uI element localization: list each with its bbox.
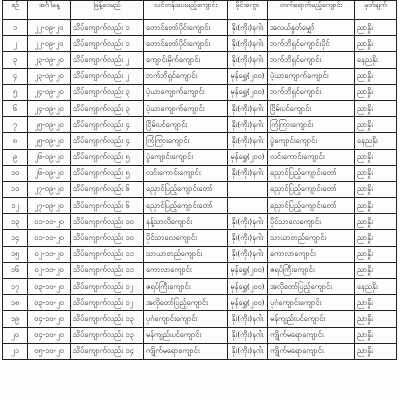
- cell-distance: နိုး(ကိုး)နဂါး: [228, 165, 268, 181]
- cell-remark: ညာနှိုး: [355, 262, 397, 278]
- cell-task: သိပ်ကျောက်လည်း ၆: [71, 181, 144, 197]
- cell-remark: ညာနှိုး: [355, 100, 397, 116]
- cell-date: ၀၁-၁၀-၂၀: [28, 214, 71, 230]
- cell-distance: မုန်ရွှေ(၂၀၀): [228, 262, 268, 278]
- cell-destination: ပိုင်သာလေကျောင်း: [268, 214, 355, 230]
- cell-distance: နိုး(ကိုး)နဂါး: [228, 327, 268, 343]
- cell-destination: လင်းကောင်းကျောင်း: [268, 149, 355, 165]
- cell-distance: နိုး(ကိုး)နဂါး: [228, 230, 268, 246]
- cell-distance: နိုး(ကိုး)နဂါး: [228, 214, 268, 230]
- cell-no: ၂: [3, 36, 28, 52]
- cell-remark: ညာနှိုး: [355, 165, 397, 181]
- cell-no: ၁၃: [3, 214, 28, 230]
- cell-origin: ဇရပ်ကြီးကျောင်း: [144, 279, 228, 295]
- cell-remark: ညာနှိုး: [355, 117, 397, 133]
- cell-task: သိပ်ကျောက်လည်း ၃: [71, 84, 144, 100]
- cell-distance: နိုး(ကိုး)နဂါး: [228, 311, 268, 327]
- cell-no: ၁၉: [3, 311, 28, 327]
- cell-destination: ငြိမ်းပင်ကျောင်း: [268, 100, 355, 116]
- cell-task: သိပ်ကျောက်လည်း ၁၂: [71, 279, 144, 295]
- cell-remark: နေညနိုး: [355, 52, 397, 68]
- cell-remark: ညာနှိုး: [355, 36, 397, 52]
- header-origin: သင်တန်းပေးမည့်ကျောင်း: [144, 1, 228, 20]
- cell-remark: နေညနိုး: [355, 279, 397, 295]
- cell-distance: နိုး(ကိုး)နဂါး: [228, 343, 268, 359]
- cell-date: ၂၇-၀၉-၂၀: [28, 181, 71, 197]
- cell-no: ၆: [3, 100, 28, 116]
- cell-task: သိပ်ကျောက်လည်း ၅: [71, 165, 144, 181]
- cell-task: သိပ်ကျောက်လည်း ၁: [71, 20, 144, 36]
- cell-task: သိပ်ကျောက်လည်း ၁၃: [71, 311, 144, 327]
- cell-destination: ကျိုက်မရောကျောင်း: [268, 327, 355, 343]
- cell-date: ၀၂-၁၀-၂၀: [28, 262, 71, 278]
- cell-remark: ညာနှိုး: [355, 230, 397, 246]
- cell-distance: နိုး(ကိုး)နဂါး: [228, 20, 268, 36]
- cell-destination: ဘက်ဘိရှင်ကျောင်းပိုင်: [268, 36, 355, 52]
- cell-no: ၁၇: [3, 279, 28, 295]
- table-row: [3, 343, 397, 359]
- table-row: [3, 100, 397, 116]
- table-row: [3, 52, 397, 68]
- cell-remark: ညာနှိုး: [355, 246, 397, 262]
- cell-remark: ညာနှိုး: [355, 84, 397, 100]
- table-body: [3, 20, 397, 360]
- cell-date: ၂၂-၀၉-၂၀: [28, 20, 71, 36]
- cell-no: ၁၆: [3, 262, 28, 278]
- cell-origin: နန့်သာလိကျောင်း: [144, 214, 228, 230]
- header-no: စဉ်: [3, 1, 28, 20]
- cell-distance: မုန်ရွှေ(၂၀၀): [228, 295, 268, 311]
- cell-date: ၀၃-၁၀-၂၀: [28, 295, 71, 311]
- cell-destination: ဘက်ဘိရှင်ကျောင်း: [268, 52, 355, 68]
- table-row: [3, 133, 397, 149]
- cell-task: သိပ်ကျောက်လည်း ၄: [71, 133, 144, 149]
- cell-origin: သာယာတည်ကျောင်း: [144, 246, 228, 262]
- cell-destination: ညှောင်ပြည့်ကျောင်းတော်: [268, 198, 355, 214]
- cell-date: ၀၂-၁၀-၂၀: [28, 246, 71, 262]
- cell-date: ၂၇-၀၉-၂၀: [28, 198, 71, 214]
- cell-destination: သာယာတည်ကျောင်း: [268, 230, 355, 246]
- cell-task: သိပ်ကျောက်လည်း ၂: [71, 52, 144, 68]
- cell-remark: ညာနှိုး: [355, 68, 397, 84]
- cell-remark: ညာနှိုး: [355, 149, 397, 165]
- table-row: [3, 181, 397, 197]
- cell-no: ၄: [3, 68, 28, 84]
- cell-origin: ငြိမ်းပင်ကျောင်း: [144, 117, 228, 133]
- header-remark: မှတ်ချက်: [355, 1, 397, 20]
- cell-remark: ညာနှိုး: [355, 327, 397, 343]
- cell-no: ၁၀: [3, 165, 28, 181]
- cell-distance: မုန်ရွှေ(၂၀၀): [228, 149, 268, 165]
- cell-origin: ကောလာကျောင်း: [144, 262, 228, 278]
- table-row: [3, 117, 397, 133]
- cell-origin: ကြံကြားကျောင်း: [144, 133, 228, 149]
- cell-remark: နေညနိုး: [355, 133, 397, 149]
- cell-task: သိပ်ကျောက်လည်း ၄: [71, 117, 144, 133]
- cell-date: ၀၄-၁၀-၂၀: [28, 311, 71, 327]
- cell-date: ၀၅-၁၀-၂၀: [28, 343, 71, 359]
- table-row: [3, 311, 397, 327]
- table-row: [3, 68, 397, 84]
- cell-task: သိပ်ကျောက်လည်း ၁: [71, 36, 144, 52]
- cell-destination: အလယ်နှုတ်မျှော်: [268, 20, 355, 36]
- cell-destination: ညှောင်ပြည့်ကျောင်းတော်: [268, 181, 355, 197]
- cell-date: ၂၃-၀၉-၂၀: [28, 52, 71, 68]
- cell-distance: မုန်ရွှေ(၂၀၀): [228, 279, 268, 295]
- cell-task: သိပ်ကျောက်လည်း ၁၀: [71, 230, 144, 246]
- cell-no: ၉: [3, 149, 28, 165]
- header-task: ဖြန့်ဝေမည်: [71, 1, 144, 20]
- cell-distance: မုန်ရွှေ(၂၀၀): [228, 84, 268, 100]
- cell-distance: နိုး(ကိုး)နဂါး: [228, 133, 268, 149]
- cell-destination: ပဲ့ယာကျောက်ကျောင်း: [268, 68, 355, 84]
- cell-date: ၂၅-၀၉-၂၀: [28, 117, 71, 133]
- cell-no: ၈: [3, 133, 28, 149]
- cell-remark: ညာနှိုး: [355, 214, 397, 230]
- cell-date: ၂၄-၀၉-၂၀: [28, 84, 71, 100]
- cell-distance: နိုး(ကိုး)နဂါး: [228, 117, 268, 133]
- cell-no: ၁: [3, 20, 28, 36]
- cell-task: သိပ်ကျောက်လည်း ၁၀: [71, 214, 144, 230]
- table-row: [3, 327, 397, 343]
- cell-date: ၂၄-၀၉-၂၀: [28, 100, 71, 116]
- cell-date: ၀၃-၁၀-၂၀: [28, 279, 71, 295]
- cell-task: သိပ်ကျောက်လည်း ၃: [71, 100, 144, 116]
- cell-origin: အလိုတော်ပြည့်ကျောင်း: [144, 295, 228, 311]
- cell-no: ၁၁: [3, 181, 28, 197]
- cell-origin: ညှောင်ပြည့်ကျောင်းတော်: [144, 181, 228, 197]
- cell-origin: ပဲ့ယာကျောက်ကျောင်း: [144, 84, 228, 100]
- cell-destination: ဘက်ဘိရှင်ကျောင်း: [268, 84, 355, 100]
- header-distance: မိုင်အကွာ: [228, 1, 268, 20]
- table-row: [3, 295, 397, 311]
- cell-task: သိပ်ကျောက်လည်း ၂: [71, 68, 144, 84]
- cell-destination: ကြံကြားကျောင်း: [268, 117, 355, 133]
- schedule-table: [2, 0, 397, 360]
- cell-distance: [228, 198, 268, 214]
- cell-task: သိပ်ကျောက်လည်း ၆: [71, 198, 144, 214]
- table-row: [3, 149, 397, 165]
- cell-origin: တောင်တော်ပိုင်းကျောင်း: [144, 20, 228, 36]
- cell-no: ၂၁: [3, 343, 28, 359]
- table-row: [3, 165, 397, 181]
- cell-destination: အလိုတော်ပြည့်ကျောင်း: [268, 279, 355, 295]
- cell-destination: မန်ကျည်းပင်ကျောင်း: [268, 311, 355, 327]
- cell-task: သိပ်ကျောက်လည်း ၁၃: [71, 327, 144, 343]
- cell-destination: ဇရပ်ကြီးကျောင်း: [268, 262, 355, 278]
- cell-origin: ပိုင်သာလေကျောင်း: [144, 230, 228, 246]
- table-row: [3, 246, 397, 262]
- cell-date: ၂၆-၀၉-၂၀: [28, 149, 71, 165]
- cell-no: ၇: [3, 117, 28, 133]
- cell-remark: ညာနှိုး: [355, 20, 397, 36]
- table-row: [3, 36, 397, 52]
- cell-destination: ကောလာကျောင်း: [268, 246, 355, 262]
- cell-no: ၂၀: [3, 327, 28, 343]
- cell-task: သိပ်ကျောက်လည်း ၁၁: [71, 262, 144, 278]
- table-header-row: [3, 1, 397, 20]
- cell-destination: ပွဲကျောင်းကျောင်း: [268, 133, 355, 149]
- cell-task: သိပ်ကျောက်လည်း ၅: [71, 149, 144, 165]
- cell-remark: ညာနှိုး: [355, 181, 397, 197]
- table-row: [3, 20, 397, 36]
- cell-origin: ဘက်ဘိရှင်ကျောင်း: [144, 68, 228, 84]
- table-row: [3, 84, 397, 100]
- table-row: [3, 214, 397, 230]
- cell-date: ၀၄-၁၀-၂၀: [28, 327, 71, 343]
- cell-no: ၁၈: [3, 295, 28, 311]
- header-date: အင်္ဂါနေ့: [28, 1, 71, 20]
- cell-distance: နိုး(ကိုး)နဂါး: [228, 52, 268, 68]
- cell-distance: နိုး(ကိုး)နဂါး: [228, 100, 268, 116]
- table-row: [3, 279, 397, 295]
- cell-destination: ညှောင်ပြည့်ကျောင်းတော်: [268, 165, 355, 181]
- table-row: [3, 262, 397, 278]
- cell-destination: ပုဂံကျောင်းကျောင်း: [268, 295, 355, 311]
- cell-destination: ကျိုက်မရောကျောင်း: [268, 343, 355, 359]
- cell-date: ၂၅-၀၉-၂၀: [28, 133, 71, 149]
- cell-date: ၂၃-၀၉-၂၀: [28, 68, 71, 84]
- cell-date: ၀၁-၁၀-၂၀: [28, 230, 71, 246]
- cell-distance: [228, 181, 268, 197]
- cell-no: ၅: [3, 84, 28, 100]
- cell-task: သိပ်ကျောက်လည်း ၁၁: [71, 246, 144, 262]
- cell-origin: ကျောင်းမိုက်ကျောင်း: [144, 52, 228, 68]
- cell-origin: ပုဂံကျောင်းကျောင်း: [144, 311, 228, 327]
- table-row: [3, 198, 397, 214]
- cell-origin: ကျိုက်မရောကျောင်း: [144, 343, 228, 359]
- cell-date: ၂၆-၀၉-၂၀: [28, 165, 71, 181]
- table-row: [3, 230, 397, 246]
- cell-remark: ညာနှိုး: [355, 198, 397, 214]
- cell-no: ၃: [3, 52, 28, 68]
- cell-date: ၂၂-၀၉-၂၀: [28, 36, 71, 52]
- cell-origin: ပဲ့ယာကျောက်ကျောင်း: [144, 100, 228, 116]
- cell-distance: နိုး(ကိုး)နဂါး: [228, 246, 268, 262]
- header-destination: တက်ရောက်မည့်ကျောင်း: [268, 1, 355, 20]
- cell-origin: ညှောင်ပြည့်ကျောင်းတော်: [144, 198, 228, 214]
- cell-task: သိပ်ကျောက်လည်း ၁၄: [71, 343, 144, 359]
- cell-origin: တောင်တော်ပိုင်းကျောင်း: [144, 36, 228, 52]
- cell-remark: ညာနှိုး: [355, 343, 397, 359]
- cell-remark: ညာနှိုး: [355, 311, 397, 327]
- cell-remark: ညာနှိုး: [355, 295, 397, 311]
- cell-task: သိပ်ကျောက်လည်း ၁၂: [71, 295, 144, 311]
- cell-no: ၁၄: [3, 230, 28, 246]
- cell-origin: လင်းကောင်းကျောင်း: [144, 165, 228, 181]
- cell-origin: ပွဲကျောင်းကျောင်း: [144, 149, 228, 165]
- cell-origin: မန်ကျည်းပင်ကျောင်း: [144, 327, 228, 343]
- cell-no: ၁၂: [3, 198, 28, 214]
- cell-distance: မုန်ရွှေ(၂၀၀): [228, 68, 268, 84]
- cell-no: ၁၅: [3, 246, 28, 262]
- cell-distance: နိုး(ကိုး)နဂါး: [228, 36, 268, 52]
